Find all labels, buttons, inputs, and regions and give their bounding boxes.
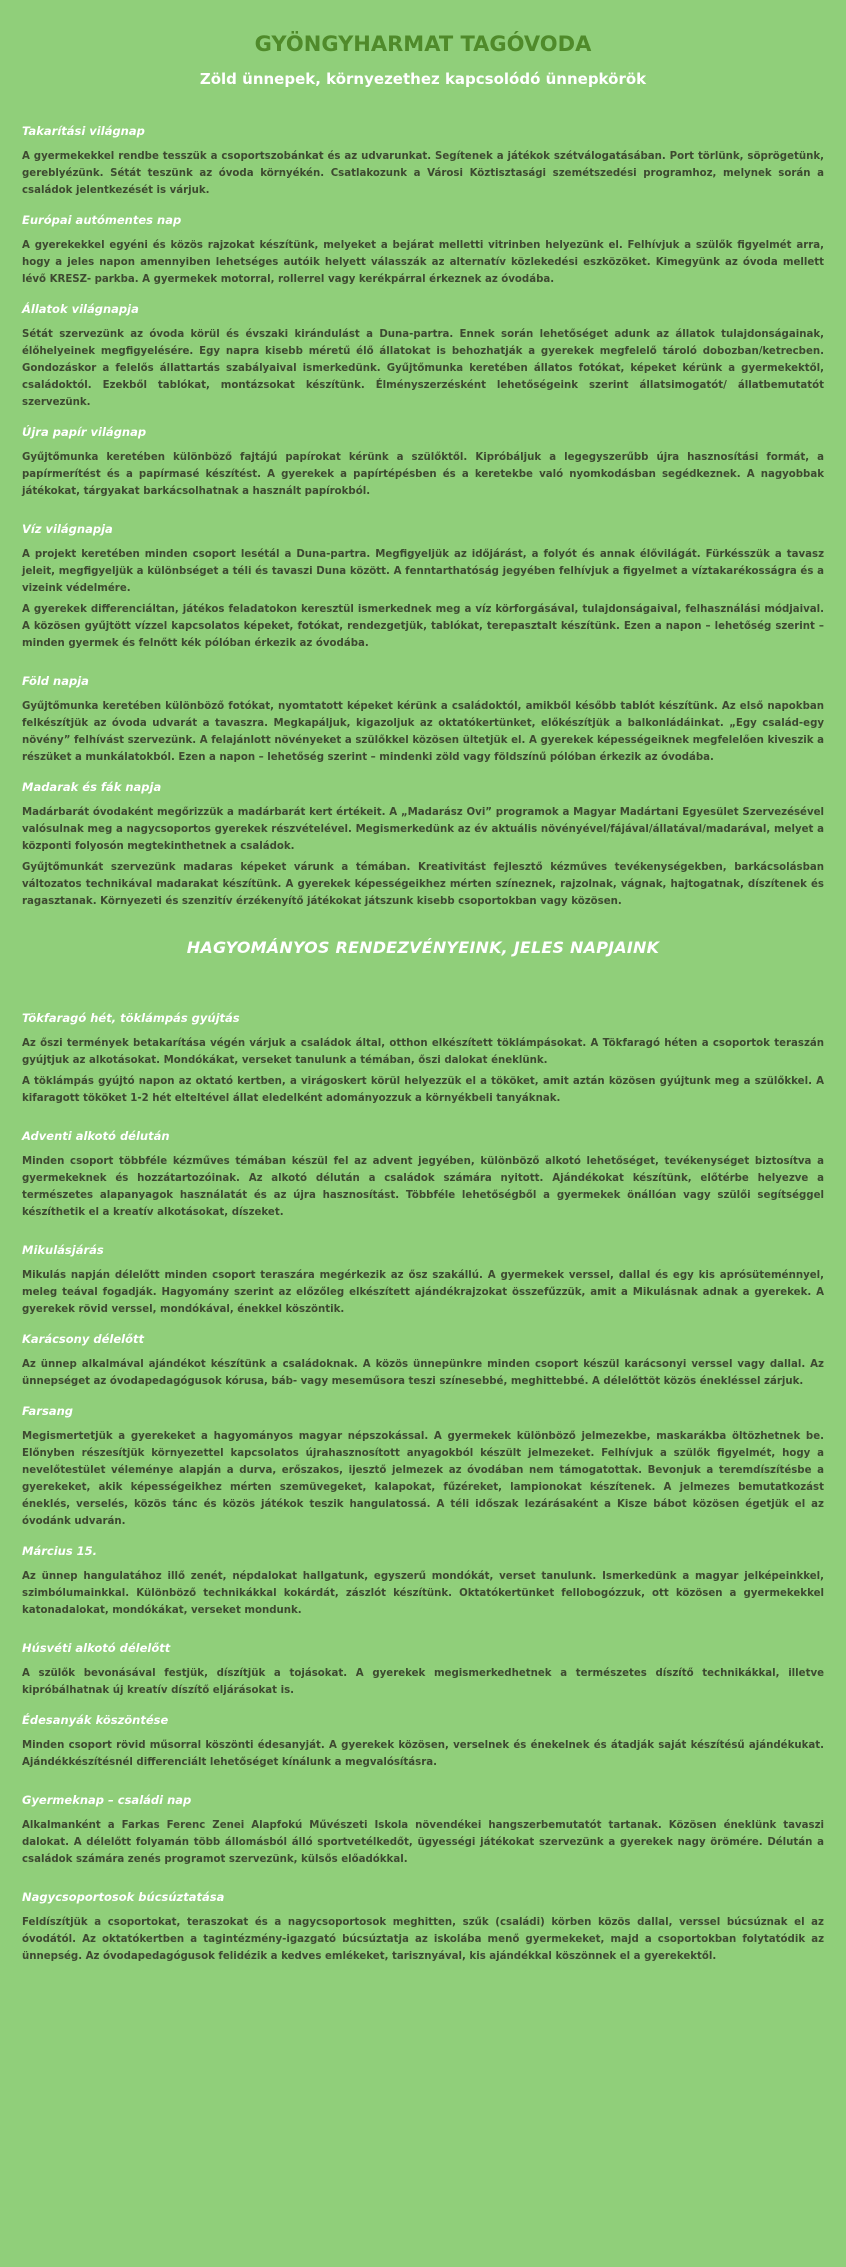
traditions-section — [22, 1011, 824, 1965]
section-paragraph: Az ünnep hangulatához illő zenét, népdalokat hallgatunk, egyszerű mondókát, verset tanulunk. Ismerkedünk a magyar jelképeinkkel, szimbólumainkkal. Különböző technikákkal kokárdát, zászlót készítünk. Oktatókertünket fellobogózzuk, ott közösen a gyermekekkel katonadalokat, mondókákat, verseket mondunk. — [22, 1571, 824, 1616]
section-title: Húsvéti alkotó délelőtt — [22, 1641, 171, 1655]
section-title: Újra papír világnap — [22, 425, 147, 439]
section-paragraph: A gyerekekkel egyéni és közös rajzokat készítünk, melyeket a bejárat melletti vitrinben helyezünk el. Felhívjuk a szülők figyelmét arra, hogy a jeles napon amennyiben lehetséges autóik helyett válasszák az alternatív közlekedési eszközöket. Kimegyünk az óvoda mellett lévő KRESZ- parkba. A gyermekek motorral, rollerrel vagy kerékpárral érkeznek az óvodába. — [22, 240, 824, 285]
section-title: Föld napja — [22, 674, 89, 688]
section-paragraph: A gyermekekkel rendbe tesszük a csoportszobánkat és az udvarunkat. Segítenek a játékok szétválogatásában. Port törlünk, söprögetünk, gereblyézünk. Sétát teszünk az óvoda környékén. Csatlakozunk a Városi Köztisztasági szemétszedési programhoz, melynek során a családok jelentkezését is várjuk. — [22, 151, 824, 196]
section-title: Európai autómentes nap — [22, 213, 182, 227]
traditions-heading: HAGYOMÁNYOS RENDEZVÉNYEINK, JELES NAPJAINK — [186, 938, 660, 957]
section-title: Gyermeknap – családi nap — [22, 1793, 192, 1807]
section-title: Madarak és fák napja — [22, 780, 162, 794]
section-paragraph: A szülők bevonásával festjük, díszítjük a tojásokat. A gyerekek megismerkedhetnek a természetes díszítő technikákkal, illetve kipróbálhatnak új kreatív díszítő eljárásokat is. — [22, 1668, 824, 1696]
section-title: Adventi alkotó délután — [22, 1129, 170, 1143]
section-paragraph: Gyűjtőmunka keretében különböző fotókat, nyomtatott képeket kérünk a családoktól, amikből később tablót készítünk. Az első napokban felkészítjük az óvoda udvarát a tavaszra. Megkapáljuk, kigazoljuk az oktatókertünket, előkészítjük a balkonládáinkat. „Egy család-egy növény” felhívást szervezünk. A felajánlott növényeket a szülőkkel közösen ültetjük el. A gyerekek képességeiknek megfelelően kiveszik a részüket a munkálatokból. Ezen a napon – lehetőség szerint – mindenki zöld vagy földszínű pólóban érkezik az óvodába. — [22, 701, 824, 763]
section-paragraph: Sétát szervezünk az óvoda körül és évszaki kirándulást a Duna-partra. Ennek során lehetőséget adunk az állatok tulajdonságainak, élőhelyeinek megfigyelésére. Egy napra kisebb méretű élő állatokat is behozhatják a gyerekek megfelelő tároló dobozban/ketrecben. Gondozáskor a felelős állattartás szabályaival ismerkedünk. Gyűjtőmunka keretében állatos fotókat, képeket kérünk a gyermekektől, családoktól. Ezekből tablókat, montázsokat készítünk. Élményszerzésként lehetőségeink szerint állatsimogatót/ állatbemutatót szervezünk. — [22, 329, 824, 408]
section-paragraph: Az őszi termények betakarítása végén várjuk a családok által, otthon elkészített töklámpásokat. A Tökfaragó héten a csoportok teraszán gyújtjuk az alkotásokat. Mondókákat, verseket tanulunk a témában, őszi dalokat éneklünk. — [22, 1038, 824, 1066]
green-holidays-section — [22, 124, 824, 910]
section-paragraph: A gyerekek differenciáltan, játékos feladatokon keresztül ismerkednek meg a víz körforgásával, tulajdonságaival, felhasználási módjaival. A közösen gyűjtött vízzel kapcsolatos képeket, fotókat, rendezgetjük, tablókat, terepasztalt készítünk. Ezen a napon – lehetőség szerint – minden gyermek és felnőtt kék pólóban érkezik az óvodába. — [22, 604, 824, 649]
section-paragraph: Gyűjtőmunkát szervezünk madaras képeket várunk a témában. Kreativitást fejlesztő kézműves tevékenységekben, barkácsolásban változatos technikával madarakat készítünk. A gyerekek képességeikhez mérten színeznek, rajzolnak, vágnak, hajtogatnak, díszítenek és ragasztanak. Környezeti és szenzitív érzékenyítő játékokat játszunk kisebb csoportokban vagy közösen. — [22, 862, 824, 907]
section-paragraph: Az ünnep alkalmával ajándékot készítünk a családoknak. A közös ünnepünkre minden csoport készül karácsonyi verssel vagy dallal. Az ünnepséget az óvodapedagógusok kórusa, báb- vagy meseműsora teszi színesebbé, meghittebbé. A délelőttöt közös énekléssel zárjuk. — [22, 1359, 824, 1387]
section-paragraph: Madárbarát óvodaként megőrizzük a madárbarát kert értékeit. A „Madarász Ovi” programok a Magyar Madártani Egyesület Szervezésével valósulnak meg a nagycsoportos gyerekek részvételével. Megismerkedünk az év aktuális növényével/fájával/állatával/madarával, melyet a központi folyosón megtekinthetnek a családok. — [22, 807, 824, 852]
section-title: Állatok világnapja — [22, 302, 139, 316]
section-title: Tökfaragó hét, töklámpás gyújtás — [22, 1011, 240, 1025]
section-paragraph: Minden csoport többféle kézműves témában készül fel az advent jegyében, különböző alkotó lehetőséget, tevékenységet biztosítva a gyermekeknek és hozzátartozóinak. Az alkotó délután a családok számára nyitott. Ajándékokat készítünk, előtérbe helyezve a természetes alapanyagok használatát és az újra hasznosítást. Többféle lehetőségből a gyermekek önállóan vagy szülői segítséggel készíthetik el a kreatív alkotásokat, díszeket. — [22, 1156, 824, 1218]
section-paragraph: A projekt keretében minden csoport lesétál a Duna-partra. Megfigyeljük az időjárást, a folyót és annak élővilágát. Fürkésszük a tavasz jeleit, megfigyeljük a különbséget a téli és tavaszi Duna között. A fenntarthatóság jegyében felhívjuk a figyelmet a víztakarékosságra és a vizeink védelmére. — [22, 549, 824, 594]
section-title: Édesanyák köszöntése — [22, 1713, 169, 1727]
section-title: Mikulásjárás — [22, 1243, 104, 1257]
page-title: GYÖNGYHARMAT TAGÓVODA — [254, 32, 592, 56]
section-paragraph: Gyűjtőmunka keretében különböző fajtájú papírokat kérünk a szülőktől. Kipróbáljuk a legegyszerűbb újra hasznosítási formát, a papírmerítést és a papírmasé készítést. A gyerekek a papírtépésben és a keretekbe való nyomkodásban segédkeznek. A nagyobbak játékokat, tárgyakat barkácsolhatnak a használt papírokból. — [22, 452, 824, 497]
section-title: Karácsony délelőtt — [22, 1332, 144, 1346]
section-title: Március 15. — [22, 1544, 98, 1558]
section-title: Nagycsoportosok búcsúztatása — [22, 1890, 225, 1904]
section-paragraph: Alkalmanként a Farkas Ferenc Zenei Alapfokú Művészeti Iskola növendékei hangszerbemutatót tartanak. Közösen éneklünk tavaszi dalokat. A délelőtt folyamán több állomásból álló sportvetélkedőt, ügyességi játékokat szervezünk a gyerekek nagy örömére. Délután a családok számára zenés programot szervezünk, külsős előadókkal. — [22, 1820, 824, 1865]
section-title: Takarítási világnap — [22, 124, 145, 138]
section-title: Farsang — [22, 1404, 73, 1418]
section-paragraph: Mikulás napján délelőtt minden csoport teraszára megérkezik az ősz szakállú. A gyermekek verssel, dallal és egy kis aprósüteménnyel, meleg teával fogadják. Hagyomány szerint az előzőleg elkészített ajándékrajzokat összefűzzük, amit a Mikulásnak adnak a gyerekek. A gyerekek rövid verssel, mondókával, énekkel köszöntik. — [22, 1270, 824, 1315]
section-title: Víz világnapja — [22, 522, 113, 536]
section-paragraph: Feldíszítjük a csoportokat, teraszokat és a nagycsoportosok meghitten, szűk (családi) körben közös dallal, verssel búcsúznak el az óvodától. Az oktatókertben a tagintézmény-igazgató búcsúztatja az iskolába menő gyermekeket, majd a csoportokban folytatódik az ünnepség. Az óvodapedagógusok felidézik a kedves emlékeket, tarisznyával, kis ajándékkal köszönnek el a gyerekektől. — [22, 1917, 824, 1962]
section-paragraph: Minden csoport rövid műsorral köszönti édesanyját. A gyerekek közösen, verselnek és énekelnek és átadják saját készítésű ajándékukat. Ajándékkészítésnél differenciált lehetőséget kínálunk a megvalósításra. — [22, 1740, 824, 1768]
page-subtitle: Zöld ünnepek, környezethez kapcsolódó ünnepkörök — [199, 70, 647, 88]
section-paragraph: Megismertetjük a gyerekeket a hagyományos magyar népszokással. A gyermekek különböző jelmezekbe, maskarákba öltözhetnek be. Előnyben részesítjük környezettel kapcsolatos újrahasznosított anyagokból készült jelmezeket. Felhívjuk a szülők figyelmét, hogy a nevelőtestület véleménye alapján a durva, erőszakos, ijesztő jelmezek az óvodában nem támogatottak. Bevonjuk a teremdíszítésbe a gyerekeket, akik képességeikhez mérten szemüvegeket, kalapokat, fűzéreket, lampionokat készítenek. A jelmezes bemutatkozást éneklés, verselés, közös tánc és közös játékok teszik hangulatossá. A téli időszak lezárásaként a Kisze bábot közösen égetjük el az óvodánk udvarán. — [22, 1431, 824, 1527]
section-paragraph: A töklámpás gyújtó napon az oktató kertben, a virágoskert körül helyezzük el a tököket, amit aztán közösen gyújtunk meg a szülőkkel. A kifaragott tököket 1-2 hét elteltével állat eledelként adományozzuk a környékbeli tanyáknak. — [22, 1076, 824, 1104]
